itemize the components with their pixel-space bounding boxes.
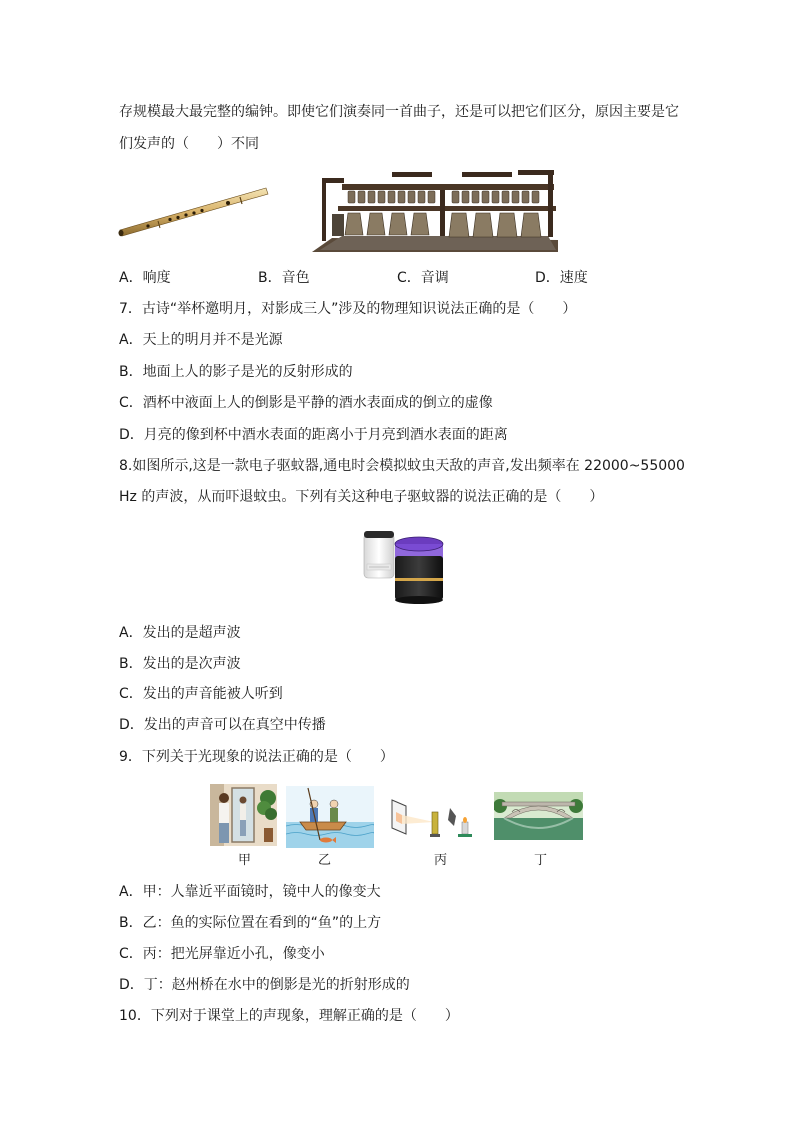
q6-option-c: C．音调 (397, 270, 449, 286)
q9-option-b: B．乙：鱼的实际位置在看到的“鱼”的上方 (119, 915, 382, 931)
figure-ding-bridge-image (494, 792, 583, 840)
q8-option-d: D．发出的声音可以在真空中传播 (119, 717, 326, 733)
q8-option-b: B．发出的是次声波 (119, 656, 241, 672)
q9-option-d: D．丁：赵州桥在水中的倒影是光的折射形成的 (119, 977, 410, 993)
figure-jia-mirror-image (210, 784, 277, 846)
q7-option-a: A．天上的明月并不是光源 (119, 332, 283, 348)
q6-option-a: A．响度 (119, 270, 171, 286)
figure-bing-pinhole-image (388, 794, 482, 842)
q8-option-c: C．发出的声音能被人听到 (119, 686, 283, 702)
q6-option-d: D．速度 (535, 270, 588, 286)
bianzhong-bells-image (312, 170, 558, 252)
q6-option-b: B．音色 (258, 270, 310, 286)
flute-image (118, 180, 270, 242)
caption-jia: 甲 (238, 853, 252, 868)
q8-option-a: A．发出的是超声波 (119, 625, 241, 641)
q6-text-line2: 们发声的（ ）不同 (119, 136, 259, 152)
q7-option-d: D．月亮的像到杯中酒水表面的距离小于月亮到酒水表面的距离 (119, 427, 508, 443)
q9-option-c: C．丙：把光屏靠近小孔，像变小 (119, 946, 325, 962)
q7-option-c: C．酒杯中液面上人的倒影是平静的酒水表面成的倒立的虚像 (119, 395, 493, 411)
figure-yi-fishing-image (286, 786, 374, 848)
q7-stem: 7．古诗“举杯邀明月，对影成三人”涉及的物理知识说法正确的是（ ） (119, 301, 577, 317)
q9-option-a: A．甲：人靠近平面镜时，镜中人的像变大 (119, 884, 381, 900)
q8-stem-line2: Hz 的声波，从而吓退蚊虫。下列有关这种电子驱蚊器的说法正确的是（ ） (119, 489, 604, 505)
caption-ding: 丁 (534, 853, 548, 868)
q10-stem: 10．下列对于课堂上的声现象，理解正确的是（ ） (119, 1008, 459, 1024)
mosquito-repeller-image (356, 526, 448, 608)
caption-bing: 丙 (434, 853, 448, 868)
q6-text-line1: 存规模最大最完整的编钟。即使它们演奏同一首曲子，还是可以把它们区分，原因主要是它 (119, 104, 679, 120)
q6-options (119, 268, 679, 288)
caption-yi: 乙 (318, 853, 332, 868)
q8-stem-line1: 8.如图所示,这是一款电子驱蚊器,通电时会模拟蚊虫天敌的声音,发出频率在 22000~55000 (119, 458, 685, 474)
q9-stem: 9．下列关于光现象的说法正确的是（ ） (119, 749, 394, 765)
q7-option-b: B．地面上人的影子是光的反射形成的 (119, 364, 353, 380)
